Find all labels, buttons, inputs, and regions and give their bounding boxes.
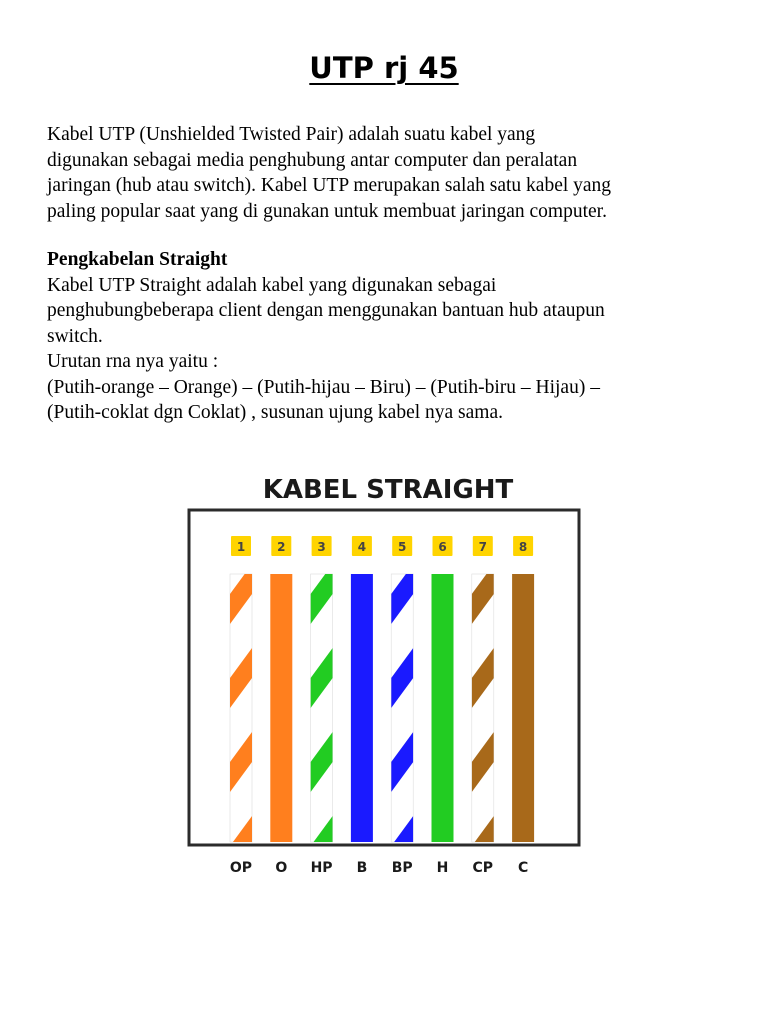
diagram-title: KABEL STRAIGHT [262,475,514,505]
wiring-diagram-svg [180,470,590,880]
wire-pin-2 [270,536,292,876]
section-line: (Putih-coklat dgn Coklat) , susunan ujung kabel nya sama. [47,402,504,423]
intro-paragraph [47,122,737,224]
section-line: Kabel UTP Straight adalah kabel yang digunakan sebagai [47,274,497,296]
wire-solid [432,574,454,842]
wire-solid [270,574,292,842]
intro-line: digunakan sebagai media penghubung antar computer dan peralatan [47,149,578,171]
intro-line: Kabel UTP (Unshielded Twisted Pair) adalah suatu kabel yang [47,124,536,145]
pin-label: OP [229,860,253,876]
wire-pin-4 [351,536,373,876]
pin-number: 3 [317,540,326,554]
intro-line: jaringan (hub atau switch). Kabel UTP merupakan salah satu kabel yang [47,175,612,196]
pin-number: 4 [357,540,367,554]
straight-section [47,247,737,426]
page-title: UTP rj 45 [309,51,459,85]
wire-solid [351,574,373,842]
wire-pin-5 [391,536,413,876]
pin-label: B [356,860,368,876]
pin-label: BP [391,860,413,876]
wire-pin-1 [230,536,252,876]
wire-pin-6 [432,536,454,876]
pin-label: H [436,860,449,876]
section-heading: Pengkabelan Straight [47,249,228,270]
pin-label: O [275,860,288,876]
pin-number: 7 [478,540,487,554]
wire-pin-3 [311,536,333,876]
wire-solid [512,574,534,842]
section-line: switch. [47,325,103,347]
pin-label: CP [472,860,494,876]
section-line: (Putih-orange – Orange) – (Putih-hijau – Biru) – (Putih-biru – Hijau) – [47,376,600,398]
wire-pin-7 [472,536,494,876]
pin-number: 1 [236,540,246,554]
pin-number: 8 [518,540,528,554]
pin-label: C [517,860,529,876]
intro-line: paling popular saat yang di gunakan untuk membuat jaringan computer. [47,200,607,222]
pin-label: HP [310,860,333,876]
section-line: Urutan rna nya yaitu : [47,351,219,372]
section-line: penghubungbeberapa client dengan menggunakan bantuan hub ataupun [47,300,605,321]
kabel-straight-diagram [180,470,590,880]
pin-number: 5 [398,540,407,554]
wire-pin-8 [512,536,534,876]
pin-number: 6 [438,540,447,554]
pin-number: 2 [277,540,286,554]
